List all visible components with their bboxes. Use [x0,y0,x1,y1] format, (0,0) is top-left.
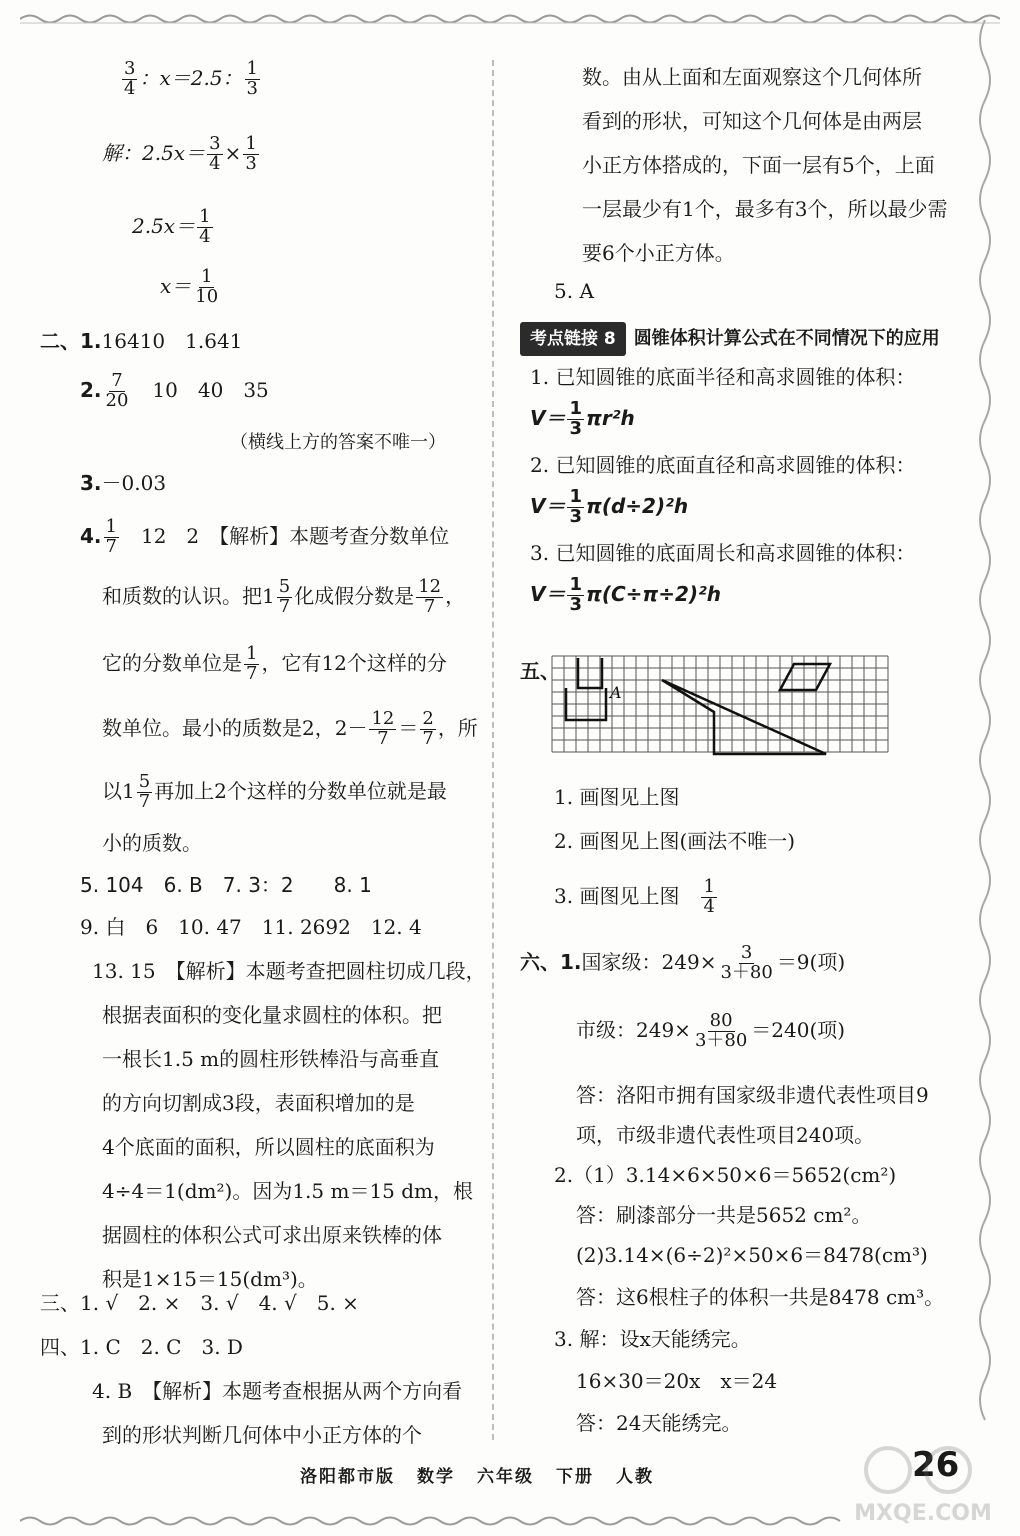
footer-grade: 六年级 [477,1467,534,1487]
frac-den: 3 [569,593,583,615]
answer-13-line1: 13. 15 【解析】本题考查把圆柱切成几段， [92,959,486,983]
continued-line5: 要6个小正方体。 [582,241,735,265]
frac-den: 4 [124,77,136,99]
page-number: 26 [912,1445,960,1485]
frac-num: 1 [246,58,258,79]
answer-4-4-line1: 4. B 【解析】本题考查根据从两个方向看 [92,1379,463,1403]
answer-text: 12 2 【解析】本题考查分数单位 [140,523,450,548]
formula-text: V＝ [530,581,566,606]
answer-2-4-line2 [102,578,465,617]
answer-13-line7: 据圆柱的体积公式可求出原来铁棒的体 [102,1223,442,1247]
answer-text: 国家级：249× [581,949,717,974]
question-label: 3. [80,471,102,495]
answer-2-3 [80,468,166,498]
frac-den: 7 [138,790,151,812]
answer-5-2: 2. 画图见上图(画法不唯一) [554,829,796,853]
point-a-label: A [610,683,622,702]
answer-4-4-line2: 到的形状判断几何体中小正方体的个 [102,1423,422,1447]
top-border-decoration [20,10,1000,28]
frac-den: 7 [105,535,117,557]
frac-den: 3 [569,505,583,527]
frac-num: 1 [569,574,583,595]
question-label: 2. [80,377,102,402]
equation-2 [102,135,261,174]
answer-4-5: 5. A [554,279,594,303]
formula-text: π(C÷π÷2)²h [586,581,722,606]
formula-3 [530,576,721,615]
answer-text: 化成假分数是 [294,583,415,608]
frac-den: 3＋80 [720,961,773,983]
frac-den: 7 [246,662,258,684]
answer-2-4-line5 [102,773,447,812]
equation-text: ：x＝2.5： [139,65,243,90]
answer-text: 数单位。最小的质数是2，2－ [102,715,368,740]
formula-2 [530,488,688,527]
shape-top-view [578,658,602,688]
continued-line3: 小正方体搭成的，下面一层有5个，上面 [582,153,935,177]
frac-num: 1 [201,266,213,287]
footer-publisher: 人教 [616,1467,654,1487]
frac-num: 3 [209,133,221,154]
frac-den: 10 [195,285,219,307]
frac-den: 7 [377,727,389,749]
footer-volume: 下册 [556,1467,594,1487]
answer-text: ，它有12个这样的分 [261,650,447,675]
frac-num: 12 [371,708,395,729]
answer-6-2-line4: 答：这6根柱子的体积一共是8478 cm³。 [576,1285,945,1309]
answer-2-1 [40,326,242,356]
continued-line1: 数。由从上面和左面观察这个几何体所 [582,65,922,89]
answer-text: ＝ [398,715,419,740]
answer-text: 它的分数单位是 [102,650,242,675]
frac-num: 1 [245,133,257,154]
answer-text: ＝240(项) [751,1017,846,1042]
frac-den: 7 [278,595,291,617]
section-5-label: 五、 [520,659,560,683]
answer-2-4-line4 [102,710,478,749]
frac-num: 1 [569,398,583,419]
answer-13-line6: 4÷4＝1(dm²)。因为1.5 m＝15 dm，根 [102,1179,474,1203]
frac-den: 20 [105,389,129,411]
frac-den: 7 [422,727,434,749]
equation-text: 2.5x＝ [132,213,196,238]
equation-text: x＝ [160,273,192,298]
answer-text: ，所 [437,715,478,740]
frac-num: 1 [569,486,583,507]
continued-line2: 看到的形状，可知这个几何体是由两层 [582,109,922,133]
formula-1-desc: 1. 已知圆锥的底面半径和高求圆锥的体积： [530,365,916,389]
frac-den: 3＋80 [694,1029,748,1051]
frac-num: 1 [105,516,117,537]
formula-text: πr²h [586,405,635,430]
frac-den: 3 [246,77,258,99]
frac-num: 80 [709,1010,733,1031]
frac-num: 1 [199,206,211,227]
answer-2-4-line6: 小的质数。 [102,831,202,855]
formula-text: π(d÷2)²h [586,493,689,518]
operator: × [224,140,242,165]
answer-text: 10 40 35 [152,377,269,402]
frac-num: 7 [111,370,123,391]
watermark-text: MXQE.COM [854,1501,992,1526]
frac-den: 7 [423,595,436,617]
column-divider [492,60,494,1440]
equation-4 [160,268,222,307]
frac-den: 4 [199,225,211,247]
answer-2-4-line3 [102,645,447,684]
answer-text: 3. 画图见上图 [554,883,680,908]
question-label: 4. [80,523,102,548]
footer-edition: 洛阳都市版 [300,1467,395,1487]
frac-num: 1 [703,876,715,897]
answer-text: ＝9(项) [776,949,846,974]
answer-text: ， [445,583,466,608]
answer-6-2-line3: (2)3.14×(6÷2)²×50×6＝8478(cm³) [576,1243,928,1267]
answer-text: －0.03 [101,471,167,495]
frac-num: 3 [124,58,136,79]
watermark-logo [848,1440,998,1530]
answer-5-3 [554,878,719,917]
equation-3 [132,208,215,247]
page-footer [300,1462,676,1487]
answer-text: 16410 1.641 [101,329,243,353]
answer-text: 以1 [102,778,135,803]
formula-2-desc: 2. 已知圆锥的底面直径和高求圆锥的体积： [530,453,916,477]
section-3-answers: 三、1. √ 2. × 3. √ 4. √ 5. × [40,1291,359,1315]
frac-num: 5 [278,576,291,597]
footer-subject: 数学 [417,1467,455,1487]
formula-3-desc: 3. 已知圆锥的底面周长和高求圆锥的体积： [530,541,916,565]
frac-num: 1 [246,643,258,664]
answer-6-3-line2: 16×30＝20x x＝24 [576,1369,778,1393]
drawing-grid [548,650,894,760]
answer-13-line8: 积是1×15＝15(dm³)。 [102,1267,318,1291]
answer-6-1-reply1: 答：洛阳市拥有国家级非遗代表性项目9 [576,1083,929,1107]
frac-num: 5 [138,771,151,792]
answer-6-3-line1: 3. 解：设x天能绣完。 [554,1327,751,1351]
answer-6-2-line2: 答：刷漆部分一共是5652 cm²。 [576,1203,872,1227]
answer-2-2 [80,372,269,411]
answers-5-to-8: 5. 104 6. B 7. 3：2 8. 1 [80,873,372,897]
answer-13-line3: 一根长1.5 m的圆柱形铁棒沿与高垂直 [102,1047,440,1071]
answer-6-1 [520,944,845,983]
frac-den: 4 [703,895,715,917]
answer-6-2-line1: 2.（1）3.14×6×50×6＝5652(cm²) [554,1163,897,1187]
continued-line4: 一层最少有1个，最多有3个，所以最少需 [582,197,948,221]
formula-1 [530,400,635,439]
answer-note: （横线上方的答案不唯一） [230,432,446,453]
answer-13-line2: 根据表面积的变化量求圆柱的体积。把 [102,1003,442,1027]
formula-text: V＝ [530,493,566,518]
answers-9-to-12: 9. 白 6 10. 47 11. 2692 12. 4 [80,915,422,939]
frac-num: 3 [740,942,753,963]
answer-5-1: 1. 画图见上图 [554,785,680,809]
frac-num: 12 [418,576,442,597]
frac-den: 4 [209,152,221,174]
knowledge-link-badge: 考点链接 8 [520,322,626,356]
answer-13-line4: 的方向切割成3段，表面积增加的是 [102,1091,415,1115]
answer-13-line5: 4个底面的面积，所以圆柱的底面积为 [102,1135,435,1159]
knowledge-link-title: 圆锥体积计算公式在不同情况下的应用 [633,328,940,349]
frac-den: 3 [245,152,257,174]
answer-text: 和质数的认识。把1 [102,583,275,608]
answer-text: 市级：249× [576,1017,691,1042]
frac-num: 2 [422,708,434,729]
formula-text: V＝ [530,405,566,430]
answer-2-4 [80,518,449,557]
frac-den: 3 [569,417,583,439]
answer-6-1-city [576,1012,845,1051]
question-label: 六、1. [520,949,582,974]
equation-1 [120,60,262,99]
answer-text: 再加上2个这样的分数单位就是最 [154,778,447,803]
question-label: 二、1. [40,329,102,353]
equation-text: 解：2.5x＝ [102,140,206,165]
section-4-answers: 四、1. C 2. C 3. D [40,1335,243,1359]
answer-6-3-line3: 答：24天能绣完。 [576,1411,742,1435]
knowledge-link-header [520,322,940,356]
answer-6-1-reply2: 项，市级非遗代表性项目240项。 [576,1123,875,1147]
right-border-decoration [970,20,1000,1515]
